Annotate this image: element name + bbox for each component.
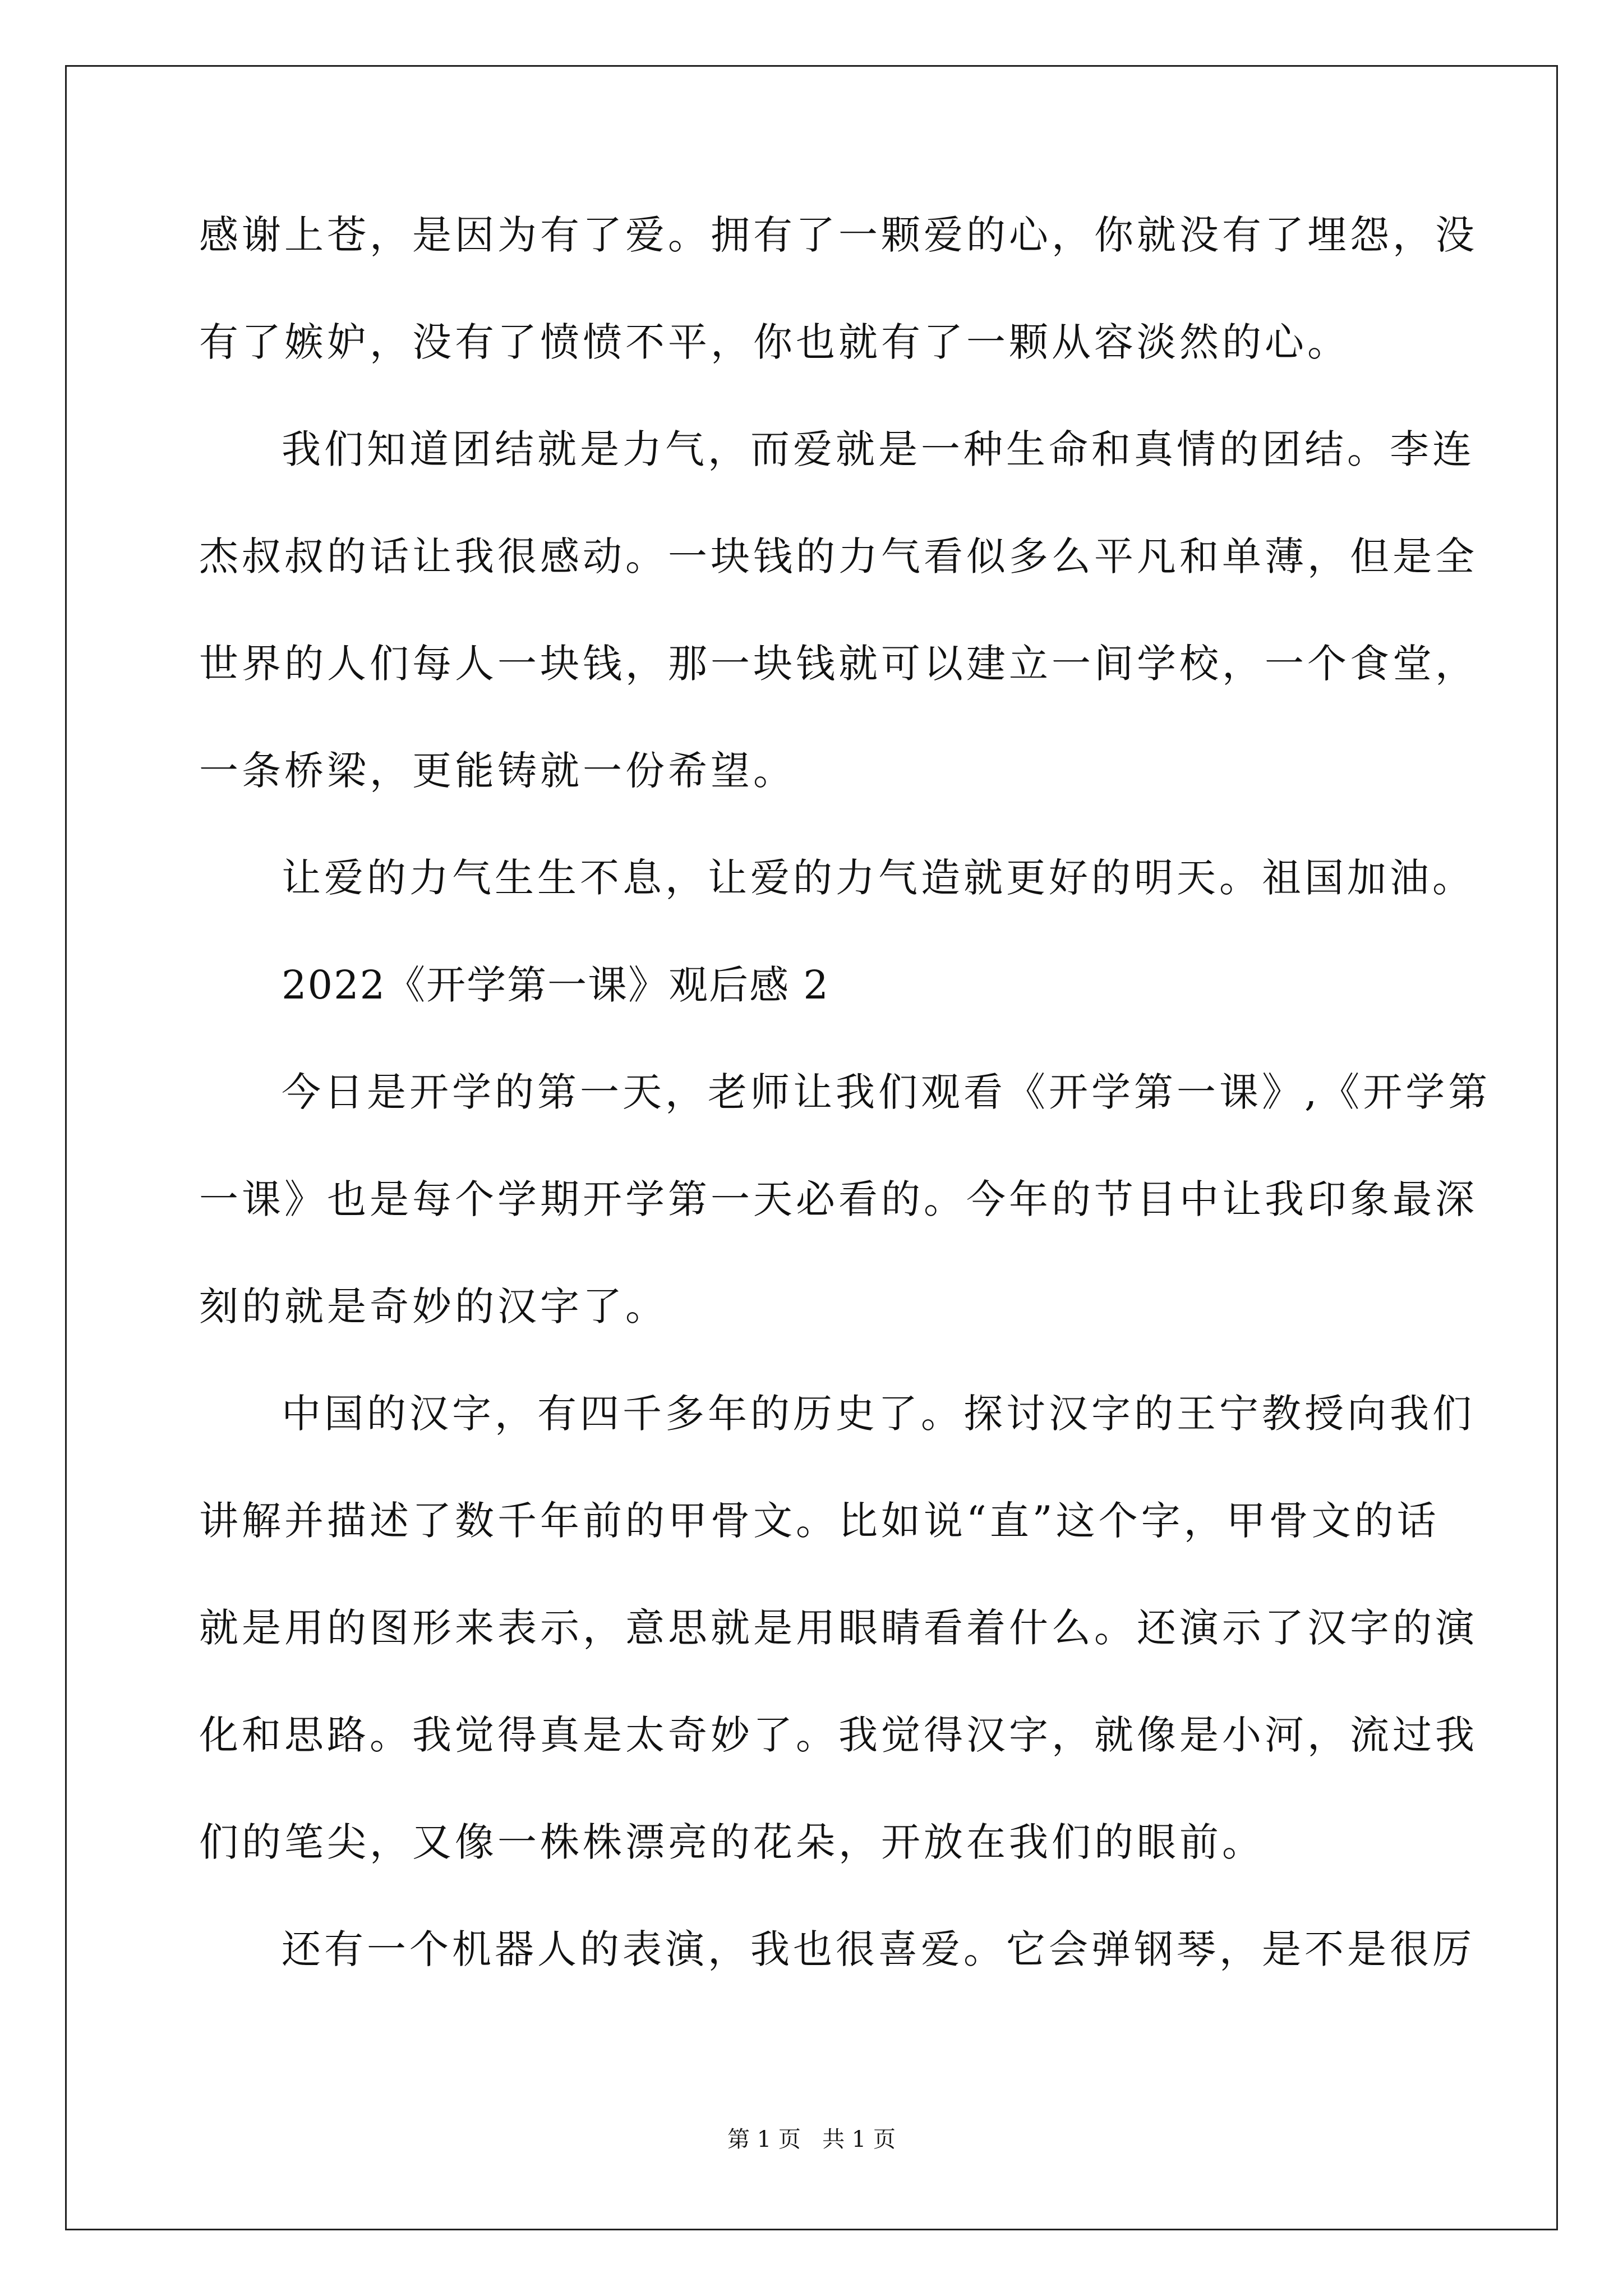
text-line: 世界的人们每人一块钱，那一块钱就可以建立一间学校，一个食堂， [199,641,1478,687]
text-line: 今日是开学的第一天，老师让我们观看《开学第一课》,《开学第 [282,1069,1491,1115]
text-line: 们的笔尖，又像一株株漂亮的花朵，开放在我们的眼前。 [199,1819,1265,1865]
document-body [199,208,1491,2029]
text-line: 一条桥梁，更能铸就一份希望。 [199,748,796,794]
page-number-footer: 第 1 页 共 1 页 [727,2127,896,2152]
section-heading: 2022《开学第一课》观后感 2 [282,962,829,1008]
text-line: 有了嫉妒，没有了愤愤不平，你也就有了一颗从容淡然的心。 [199,319,1350,365]
text-line: 杰叔叔的话让我很感动。一块钱的力气看似多么平凡和单薄，但是全 [199,533,1478,579]
text-line: 让爱的力气生生不息，让爱的力气造就更好的明天。祖国加油。 [282,855,1475,901]
text-line: 中国的汉字，有四千多年的历史了。探讨汉字的王宁教授向我们 [282,1391,1475,1437]
text-line: 一课》也是每个学期开学第一天必看的。今年的节目中让我印象最深 [199,1176,1478,1222]
text-line: 我们知道团结就是力气，而爱就是一种生命和真情的团结。李连 [282,426,1475,472]
text-line: 刻的就是奇妙的汉字了。 [199,1283,668,1329]
text-line: 就是用的图形来表示，意思就是用眼睛看着什么。还演示了汉字的演 [199,1605,1478,1651]
text-line: 还有一个机器人的表演，我也很喜爱。它会弹钢琴，是不是很厉 [282,1926,1475,1972]
text-line: 化和思路。我觉得真是太奇妙了。我觉得汉字，就像是小河，流过我 [199,1712,1478,1758]
text-line: 讲解并描述了数千年前的甲骨文。比如说“直”这个字，甲骨文的话 [199,1498,1440,1544]
text-line: 感谢上苍，是因为有了爱。拥有了一颗爱的心，你就没有了埋怨，没 [199,212,1478,258]
